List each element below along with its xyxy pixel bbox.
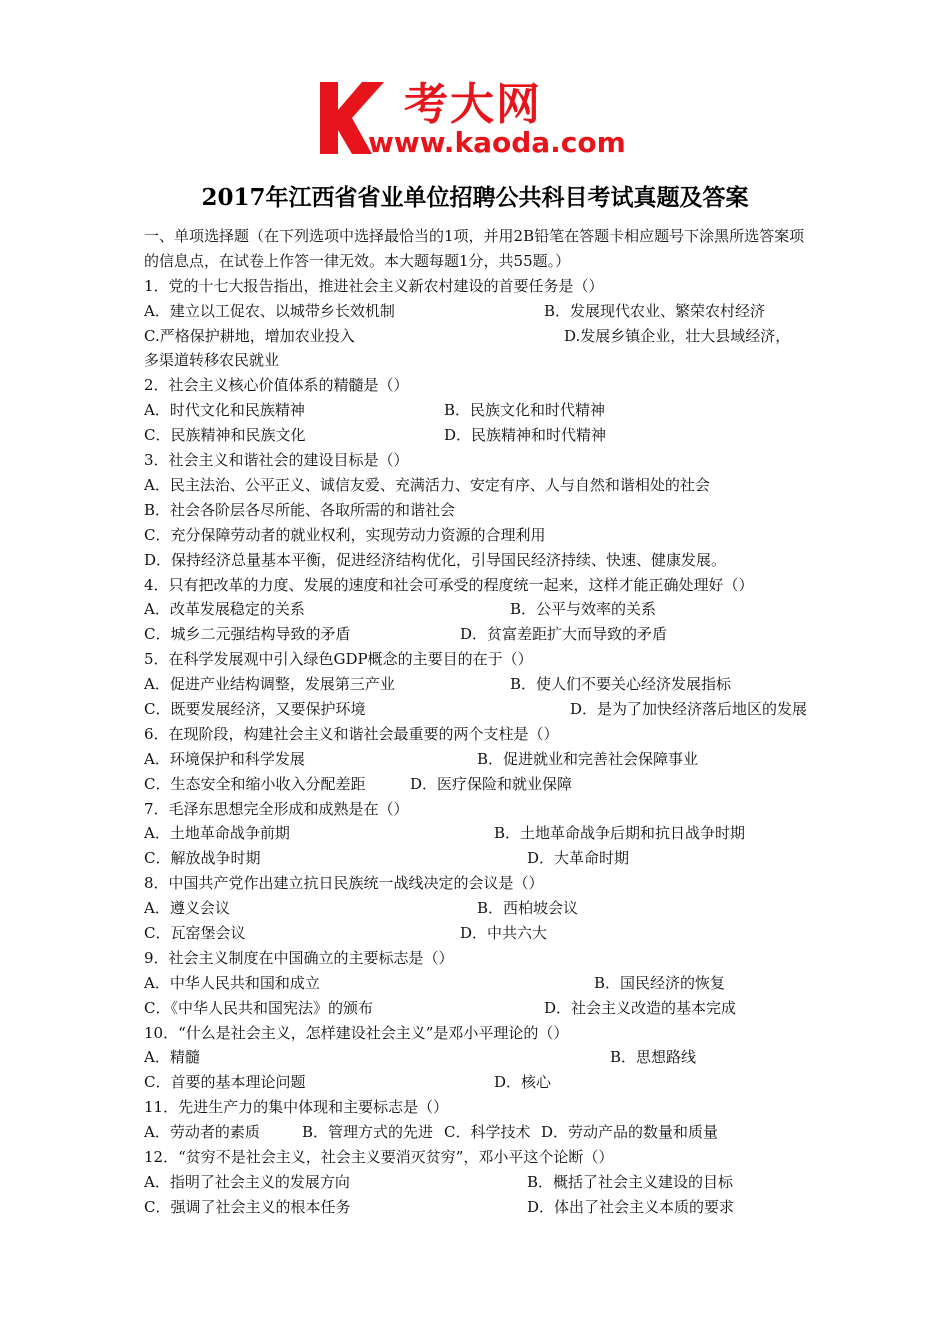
option-row [144,1120,812,1145]
option-row [144,896,812,921]
option-text: D．是为了加快经济落后地区的发展 [570,699,808,718]
option-text: D．医疗保险和就业保障 [410,774,573,793]
question-text: 6．在现阶段，构建社会主义和谐社会最重要的两个支柱是（） [144,724,559,743]
option-row [144,996,812,1021]
logo-brand-text: 考大网 [404,79,542,130]
option-row [144,1070,812,1095]
option-row [144,672,812,697]
option-text: A．环境保护和科学发展 [144,749,305,768]
option-row [144,548,812,573]
option-row [144,423,812,448]
question-stem [144,1095,812,1120]
document-title: 2017年江西省省业单位招聘公共科目考试真题及答案 [201,184,749,211]
option-text: B．使人们不要关心经济发展指标 [510,675,732,694]
option-text: C．城乡二元强结构导致的矛盾 [144,625,351,644]
option-row [144,971,812,996]
question-stem [144,373,812,398]
option-text: D．劳动产品的数量和质量 [541,1123,719,1142]
option-row [144,348,812,373]
question-stem [144,946,812,971]
question-text: 8．中国共产党作出建立抗日民族统一战线决定的会议是（） [144,874,544,893]
option-text: D．贫富差距扩大而导致的矛盾 [460,625,668,644]
option-row [144,622,812,647]
option-text: B．促进就业和完善社会保障事业 [477,749,699,768]
option-row [144,697,812,722]
option-text: D．中共六大 [460,923,548,942]
question-list [144,224,812,1220]
option-text: C．充分保障劳动者的就业权利，实现劳动力资源的合理利用 [144,525,546,544]
option-text: B．国民经济的恢复 [594,973,726,992]
logo-url-text: www.kaoda.com [368,126,626,159]
option-text: A．指明了社会主义的发展方向 [144,1172,350,1191]
option-text: A．劳动者的素质 [144,1123,260,1142]
option-row [144,772,812,797]
question-text: 7．毛泽东思想完全形成和成熟是在（） [144,799,409,818]
option-text: B．民族文化和时代精神 [444,401,606,420]
question-stem [144,573,812,598]
option-text: C.严格保护耕地，增加农业投入 [144,326,355,345]
question-text: 1．党的十七大报告指出，推进社会主义新农村建设的首要任务是（） [144,276,604,295]
option-text: B．公平与效率的关系 [510,600,657,619]
option-text: C．解放战争时期 [144,849,261,868]
option-text: A．建立以工促农、以城带乡长效机制 [144,301,395,320]
option-text: A．土地革命战争前期 [144,824,290,843]
option-text: C．科学技术 [444,1123,531,1142]
option-row [144,1045,812,1070]
option-text: D．保持经济总量基本平衡，促进经济结构优化，引导国民经济持续、快速、健康发展。 [144,550,727,569]
option-text: D．体出了社会主义本质的要求 [527,1197,735,1216]
option-text: A．遵义会议 [144,899,230,918]
option-text: B．思想路线 [610,1048,697,1067]
option-row [144,324,812,349]
option-row [144,846,812,871]
option-row [144,747,812,772]
option-text: C．既要发展经济，又要保护环境 [144,699,366,718]
option-text: C．民族精神和民族文化 [144,426,306,445]
question-text: 11．先进生产力的集中体现和主要标志是（） [144,1098,449,1117]
option-text: D．大革命时期 [527,849,630,868]
option-row [144,398,812,423]
option-text: B．管理方式的先进 [302,1123,434,1142]
option-row [144,597,812,622]
option-row [144,821,812,846]
option-row [144,473,812,498]
question-text: 10．“什么是社会主义，怎样建设社会主义”是邓小平理论的（） [144,1023,569,1042]
option-row [144,1170,812,1195]
option-text: C．《中华人民共和国宪法》的颁布 [144,998,373,1017]
question-text: 5．在科学发展观中引入绿色GDP概念的主要目的在于（） [144,650,533,669]
option-text: B．概括了社会主义建设的目标 [527,1172,734,1191]
option-text: B．社会各阶层各尽所能、各取所需的和谐社会 [144,500,456,519]
option-text: A．改革发展稳定的关系 [144,600,305,619]
option-text: 多渠道转移农民就业 [144,351,280,370]
option-row [144,299,812,324]
question-stem [144,722,812,747]
kaoda-logo [318,80,648,160]
question-stem [144,274,812,299]
option-text: B．发展现代农业、繁荣农村经济 [544,301,766,320]
question-text: 12．“贫穷不是社会主义，社会主义要消灭贫穷”，邓小平这个论断（） [144,1147,614,1166]
option-text: B．西柏坡会议 [477,899,579,918]
question-stem [144,647,812,672]
option-row [144,523,812,548]
option-text: A．精髓 [144,1048,200,1067]
option-text: C．瓦窑堡会议 [144,923,246,942]
option-text: B．土地革命战争后期和抗日战争时期 [494,824,746,843]
question-stem [144,871,812,896]
option-text: D．核心 [494,1073,552,1092]
question-stem [144,1145,812,1170]
section-intro: 一、单项选择题（在下列选项中选择最恰当的1项，并用2B铅笔在答题卡相应题号下涂黑所选答案项的信息点，在试卷上作答一律无效。本大题每题1分，共55题。） [144,227,805,270]
option-text: A．促进产业结构调整，发展第三产业 [144,675,395,694]
option-row [144,921,812,946]
question-stem [144,448,812,473]
question-stem [144,1021,812,1046]
option-text: C．首要的基本理论问题 [144,1073,306,1092]
option-row [144,1195,812,1220]
option-text: A．中华人民共和国和成立 [144,973,320,992]
option-text: A．民主法治、公平正义、诚信友爱、充满活力、安定有序、人与自然和谐相处的社会 [144,475,710,494]
question-text: 9．社会主义制度在中国确立的主要标志是（） [144,948,454,967]
option-text: C．生态安全和缩小收入分配差距 [144,774,366,793]
question-text: 4．只有把改革的力度、发展的速度和社会可承受的程度统一起来，这样才能正确处理好（） [144,575,754,594]
option-text: C．强调了社会主义的根本任务 [144,1197,351,1216]
option-text: D．民族精神和时代精神 [444,426,607,445]
question-text: 3．社会主义和谐社会的建设目标是（） [144,451,409,470]
option-text: D．社会主义改造的基本完成 [544,998,737,1017]
option-row [144,498,812,523]
question-text: 2．社会主义核心价值体系的精髓是（） [144,376,409,395]
question-stem [144,797,812,822]
option-text: A．时代文化和民族精神 [144,401,305,420]
option-text: D.发展乡镇企业，壮大县域经济， [564,326,791,345]
